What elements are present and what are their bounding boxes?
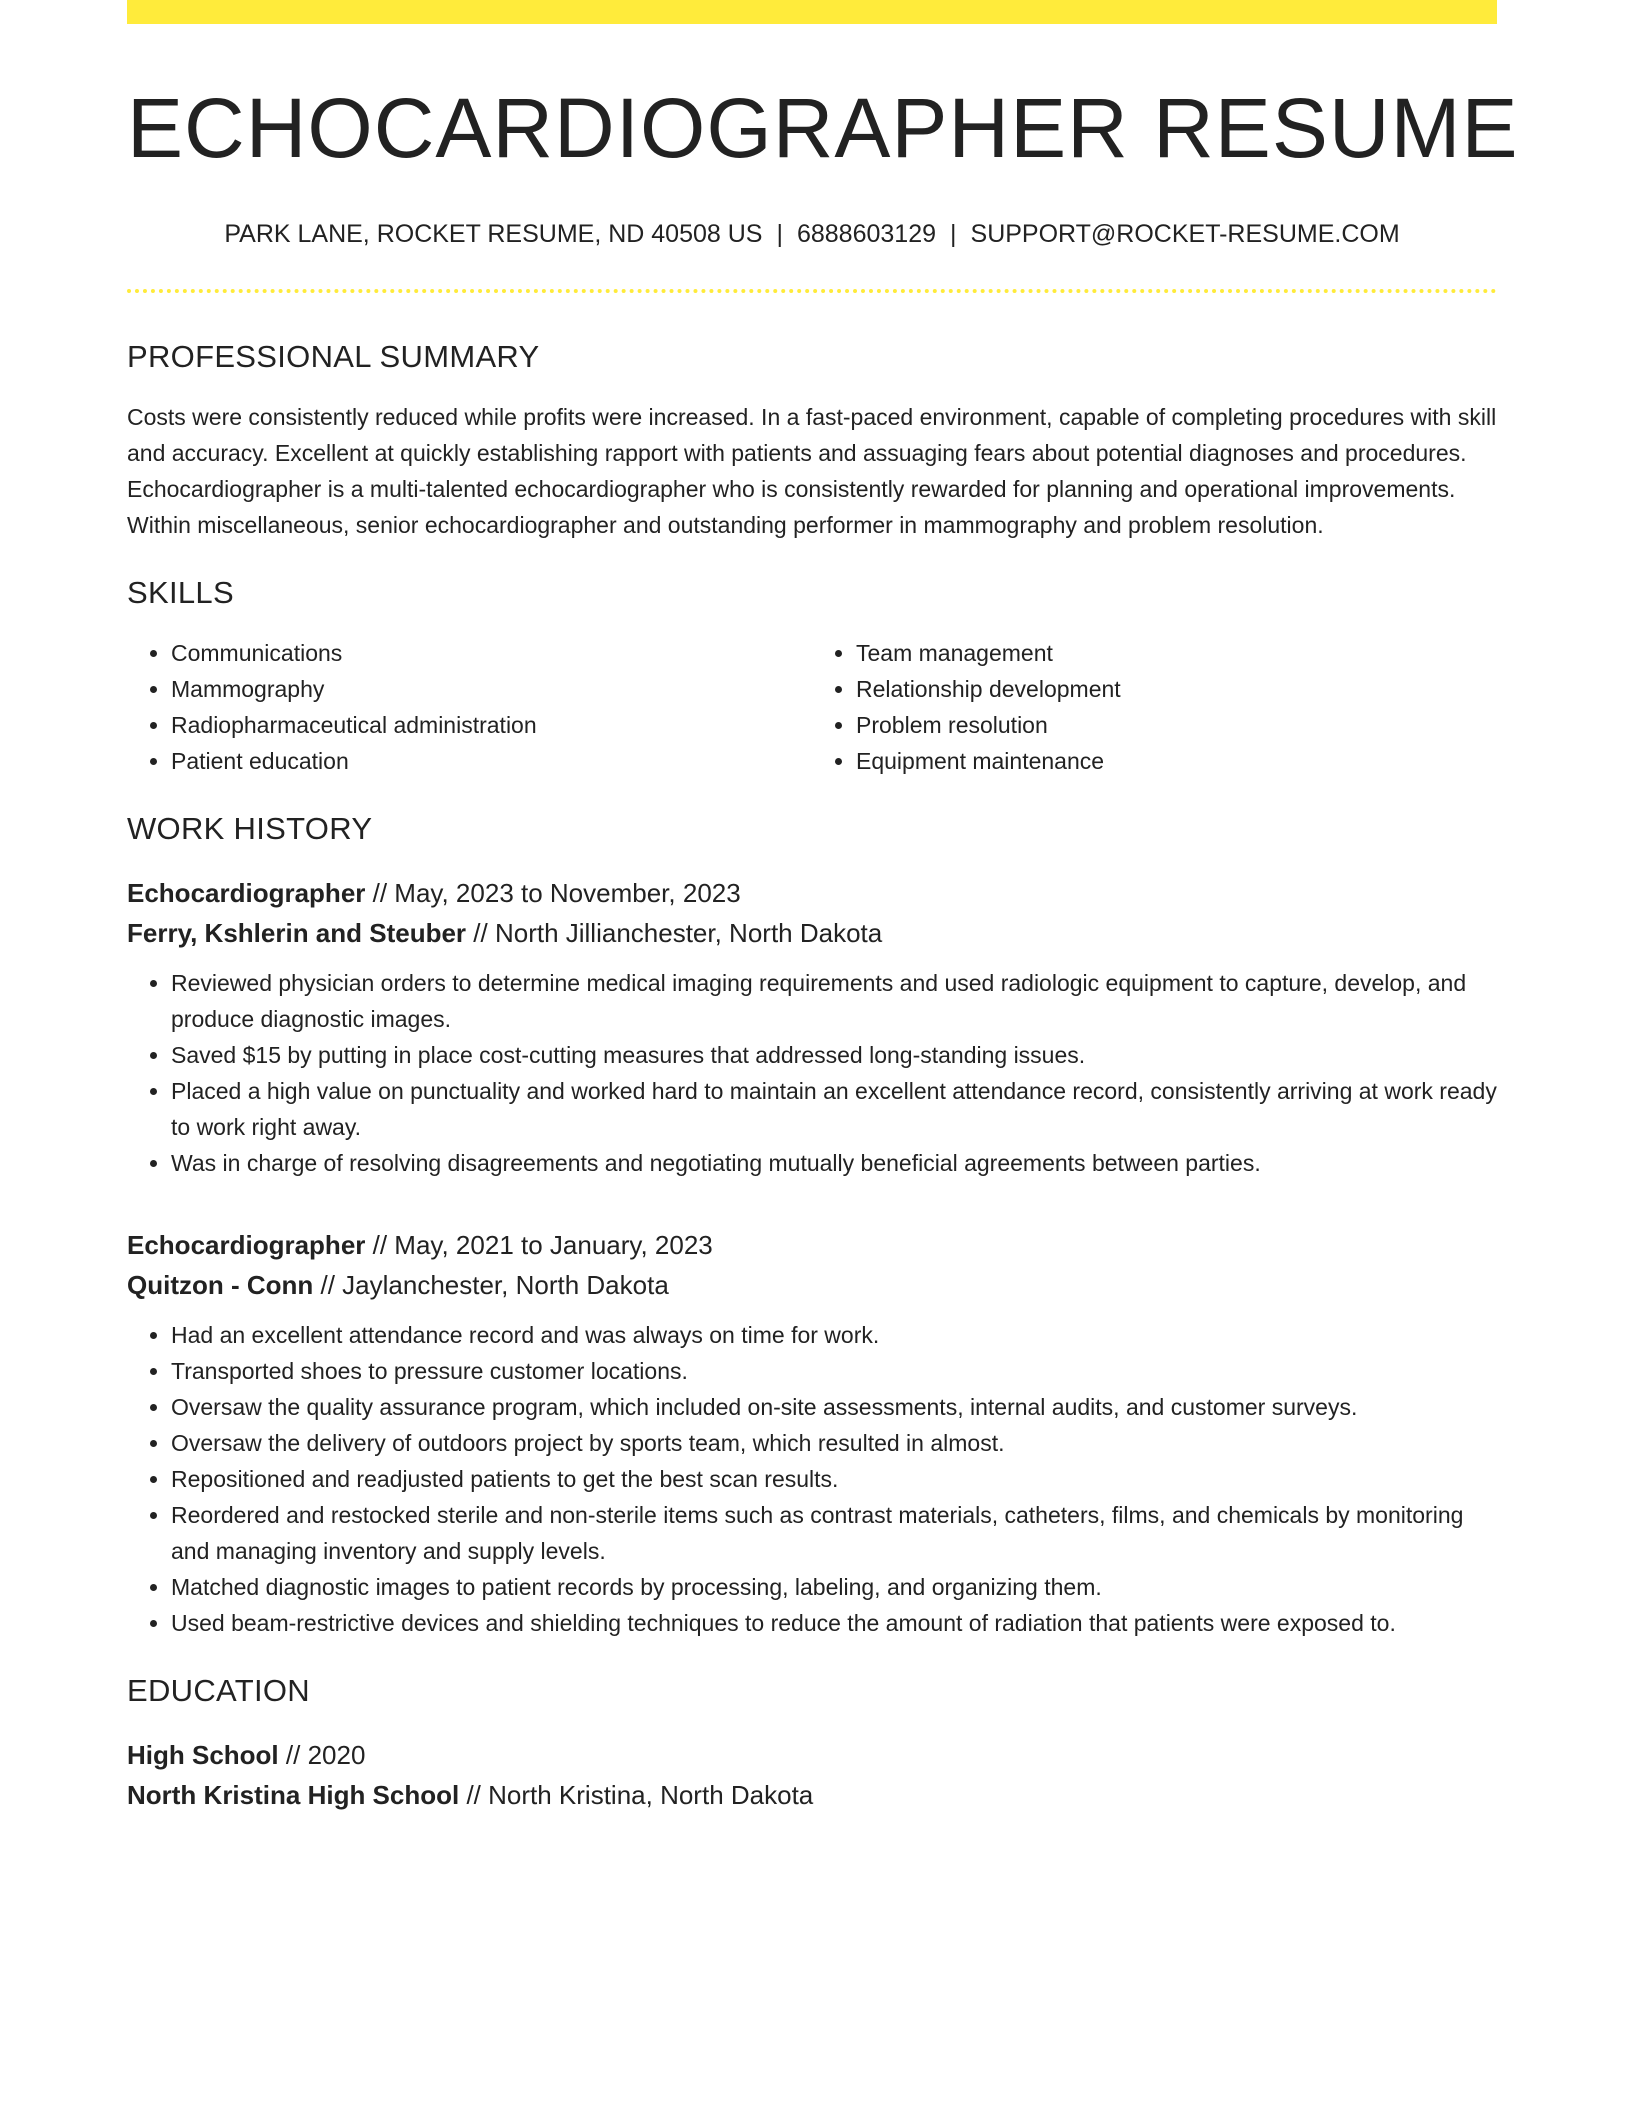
contact-separator: | — [776, 220, 783, 249]
skills-grid — [127, 635, 1497, 779]
job-bullet: • Matched diagnostic images to patient records by processing, labeling, and organizing them. — [171, 1569, 1497, 1605]
education-entry — [127, 1735, 1497, 1815]
education-degree: High School — [127, 1740, 279, 1771]
skill-item: • Team management — [856, 635, 1497, 671]
job-bullet: • Reordered and restocked sterile and non-sterile items such as contrast materials, catheters, films, and chemicals by monitoring and managing inventory and supply levels. — [171, 1497, 1497, 1569]
skill-item: • Radiopharmaceutical administration — [171, 707, 812, 743]
contact-line — [127, 220, 1497, 249]
job-bullets — [127, 1317, 1497, 1641]
job-location: // Jaylanchester, North Dakota — [313, 1270, 669, 1301]
job-role: Echocardiographer — [127, 878, 366, 909]
skill-item: • Problem resolution — [856, 707, 1497, 743]
section-title-work-history: WORK HISTORY — [127, 811, 373, 847]
contact-address: PARK LANE, ROCKET RESUME, ND 40508 US — [224, 220, 763, 249]
section-title-skills: SKILLS — [127, 575, 234, 611]
job-entry — [127, 1225, 1497, 1641]
job-bullet: • Was in charge of resolving disagreements and negotiating mutually beneficial agreements between parties. — [171, 1145, 1497, 1181]
job-bullets — [127, 965, 1497, 1181]
job-bullet: • Used beam-restrictive devices and shielding techniques to reduce the amount of radiation that patients were exposed to. — [171, 1605, 1497, 1641]
job-bullet: • Oversaw the quality assurance program, which included on-site assessments, internal audits, and customer surveys. — [171, 1389, 1497, 1425]
section-title-summary: PROFESSIONAL SUMMARY — [127, 339, 540, 375]
job-bullet: • Reviewed physician orders to determine medical imaging requirements and used radiologic equipment to capture, develop, and produce diagnostic images. — [171, 965, 1497, 1037]
education-location: // North Kristina, North Dakota — [459, 1780, 814, 1811]
education-school: North Kristina High School — [127, 1780, 460, 1811]
education-year: // 2020 — [278, 1740, 366, 1771]
job-company: Ferry, Kshlerin and Steuber — [127, 918, 467, 949]
contact-separator: | — [950, 220, 957, 249]
resume-page — [127, 0, 1519, 1815]
job-dates: // May, 2021 to January, 2023 — [365, 1230, 713, 1261]
section-title-education: EDUCATION — [127, 1673, 310, 1709]
skill-item: • Equipment maintenance — [856, 743, 1497, 779]
summary-text: Costs were consistently reduced while profits were increased. In a fast-paced environment, capable of completing procedures with skill and accuracy. Excellent at quickly establishing rapport with patients and assuaging fears about potential diagnoses and procedures. Echocardiographer is a multi-talented echocardiographer who is consistently rewarded for planning and operational improvements. Within miscellaneous, senior echocardiographer and outstanding performer in mammography and problem resolution. — [127, 404, 1497, 539]
skill-item: • Communications — [171, 635, 812, 671]
contact-email: SUPPORT@ROCKET-RESUME.COM — [970, 220, 1400, 249]
education-school-line — [127, 1775, 1497, 1815]
skill-item: • Patient education — [171, 743, 812, 779]
education-degree-line — [127, 1735, 1497, 1775]
job-role: Echocardiographer — [127, 1230, 366, 1261]
skill-item: • Relationship development — [856, 671, 1497, 707]
job-company: Quitzon - Conn — [127, 1270, 314, 1301]
resume-title: ECHOCARDIOGRAPHER RESUME — [127, 81, 1519, 175]
skills-column-left — [127, 635, 812, 779]
job-bullet: • Placed a high value on punctuality and worked hard to maintain an excellent attendance record, consistently arriving at work ready to work right away. — [171, 1073, 1497, 1145]
job-bullet: • Repositioned and readjusted patients to get the best scan results. — [171, 1461, 1497, 1497]
job-bullet: • Transported shoes to pressure customer locations. — [171, 1353, 1497, 1389]
job-role-line — [127, 1225, 1497, 1265]
job-company-line — [127, 913, 1497, 953]
top-accent-bar — [127, 0, 1497, 24]
skills-column-right — [812, 635, 1497, 779]
skill-item: • Mammography — [171, 671, 812, 707]
job-bullet: • Had an excellent attendance record and was always on time for work. — [171, 1317, 1497, 1353]
job-dates: // May, 2023 to November, 2023 — [365, 878, 741, 909]
dotted-divider — [127, 289, 1497, 293]
job-company-line — [127, 1265, 1497, 1305]
job-bullet: • Saved $15 by putting in place cost-cutting measures that addressed long-standing issues. — [171, 1037, 1497, 1073]
job-role-line — [127, 873, 1497, 913]
contact-phone: 6888603129 — [796, 220, 937, 249]
job-location: // North Jillianchester, North Dakota — [466, 918, 883, 949]
job-bullet: • Oversaw the delivery of outdoors project by sports team, which resulted in almost. — [171, 1425, 1497, 1461]
job-entry — [127, 873, 1497, 1181]
